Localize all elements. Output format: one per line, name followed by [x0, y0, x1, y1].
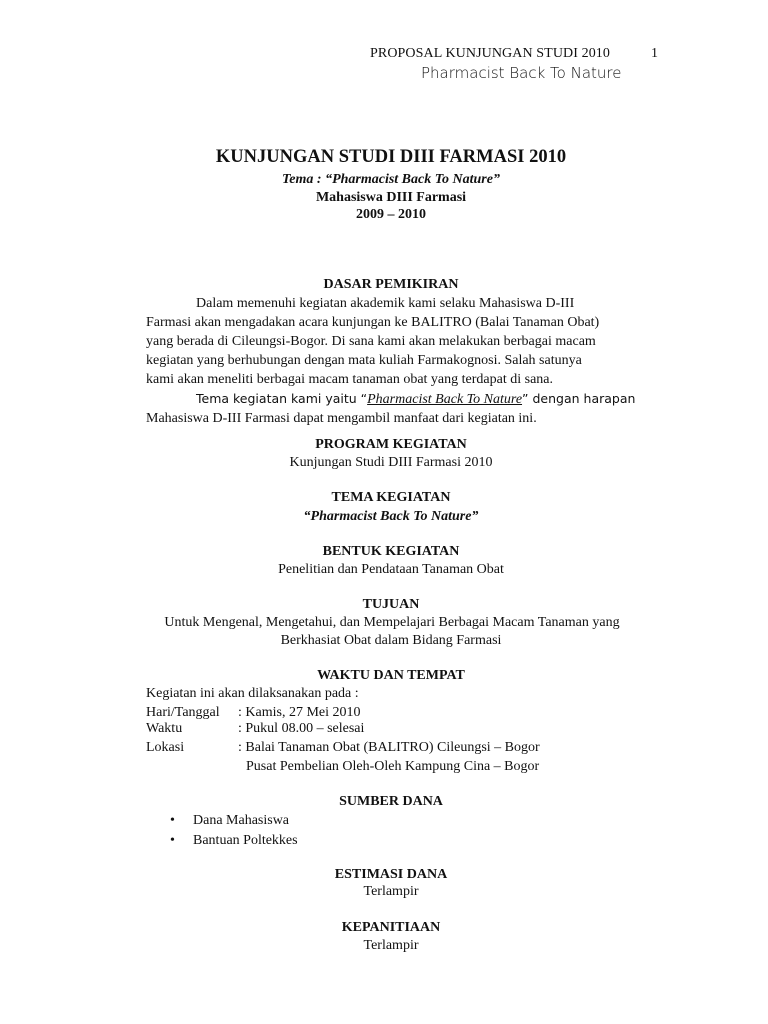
header-tagline: Pharmacist Back To Nature	[421, 64, 622, 82]
paragraph-dasar	[146, 294, 636, 428]
row-label-lokasi: Lokasi	[146, 740, 185, 755]
row-label-hari: Hari/Tanggal	[146, 705, 220, 720]
para-line: Farmasi akan mengadakan acara kunjungan ke BALITRO (Balai Tanaman Obat)	[146, 315, 600, 330]
para-line: Mahasiswa D-III Farmasi dapat mengambil manfaat dari kegiatan ini.	[146, 411, 537, 426]
estimasi-text: Terlampir	[363, 884, 419, 899]
theme-pre: Tema kegiatan kami yaitu “	[196, 391, 368, 406]
heading-tujuan: TUJUAN	[362, 597, 420, 612]
document-students: Mahasiswa DIII Farmasi	[315, 190, 467, 205]
page-number: 1	[651, 46, 658, 61]
row-value-lokasi-extra: Pusat Pembelian Oleh-Oleh Kampung Cina – Bogor	[246, 759, 540, 774]
list-item: Dana Mahasiswa	[193, 813, 290, 828]
heading-kepanitiaan: KEPANITIAAN	[341, 920, 441, 935]
heading-tema: TEMA KEGIATAN	[331, 490, 451, 505]
heading-dasar-pemikiran: DASAR PEMIKIRAN	[323, 277, 459, 292]
row-value-waktu: : Pukul 08.00 – selesai	[238, 721, 365, 736]
theme-link[interactable]: Pharmacist Back To Nature	[367, 392, 523, 407]
bullet-icon: •	[170, 813, 175, 828]
heading-program: PROGRAM KEGIATAN	[315, 437, 467, 452]
tema-text: “Pharmacist Back To Nature”	[303, 509, 479, 524]
para-line-theme	[146, 389, 636, 409]
tujuan-line-2: Berkhasiat Obat dalam Bidang Farmasi	[280, 633, 502, 648]
header-proposal: PROPOSAL KUNJUNGAN STUDI 2010	[370, 46, 611, 61]
document-years: 2009 – 2010	[356, 207, 426, 222]
para-line: kami akan meneliti berbagai macam tanaman obat yang terdapat di sana.	[146, 372, 553, 387]
row-value-hari: : Kamis, 27 Mei 2010	[238, 705, 361, 720]
theme-post: ” dengan harapan	[522, 391, 636, 406]
para-line: Dalam memenuhi kegiatan akademik kami selaku Mahasiswa D-III	[196, 296, 575, 311]
heading-sumber: SUMBER DANA	[339, 794, 443, 809]
waktu-intro: Kegiatan ini akan dilaksanakan pada :	[146, 686, 359, 701]
list-item: Bantuan Poltekkes	[193, 833, 298, 848]
kepanitiaan-text: Terlampir	[363, 938, 419, 953]
heading-estimasi: ESTIMASI DANA	[334, 867, 448, 882]
tujuan-line-1: Untuk Mengenal, Mengetahui, dan Mempelajari Berbagai Macam Tanaman yang	[164, 615, 620, 630]
document-title: KUNJUNGAN STUDI DIII FARMASI 2010	[215, 147, 567, 167]
bullet-icon: •	[170, 833, 175, 848]
para-line: kegiatan yang berhubungan dengan mata kuliah Farmakognosi. Salah satunya	[146, 353, 582, 368]
heading-bentuk: BENTUK KEGIATAN	[322, 544, 460, 559]
row-label-waktu: Waktu	[146, 721, 183, 736]
document-theme: Tema : “Pharmacist Back To Nature”	[282, 172, 500, 187]
para-line: yang berada di Cileungsi-Bogor. Di sana kami akan melakukan berbagai macam	[146, 334, 596, 349]
program-text: Kunjungan Studi DIII Farmasi 2010	[289, 455, 493, 470]
row-value-lokasi: : Balai Tanaman Obat (BALITRO) Cileungsi – Bogor	[238, 740, 540, 755]
heading-waktu: WAKTU DAN TEMPAT	[317, 668, 465, 683]
bentuk-text: Penelitian dan Pendataan Tanaman Obat	[278, 562, 504, 577]
